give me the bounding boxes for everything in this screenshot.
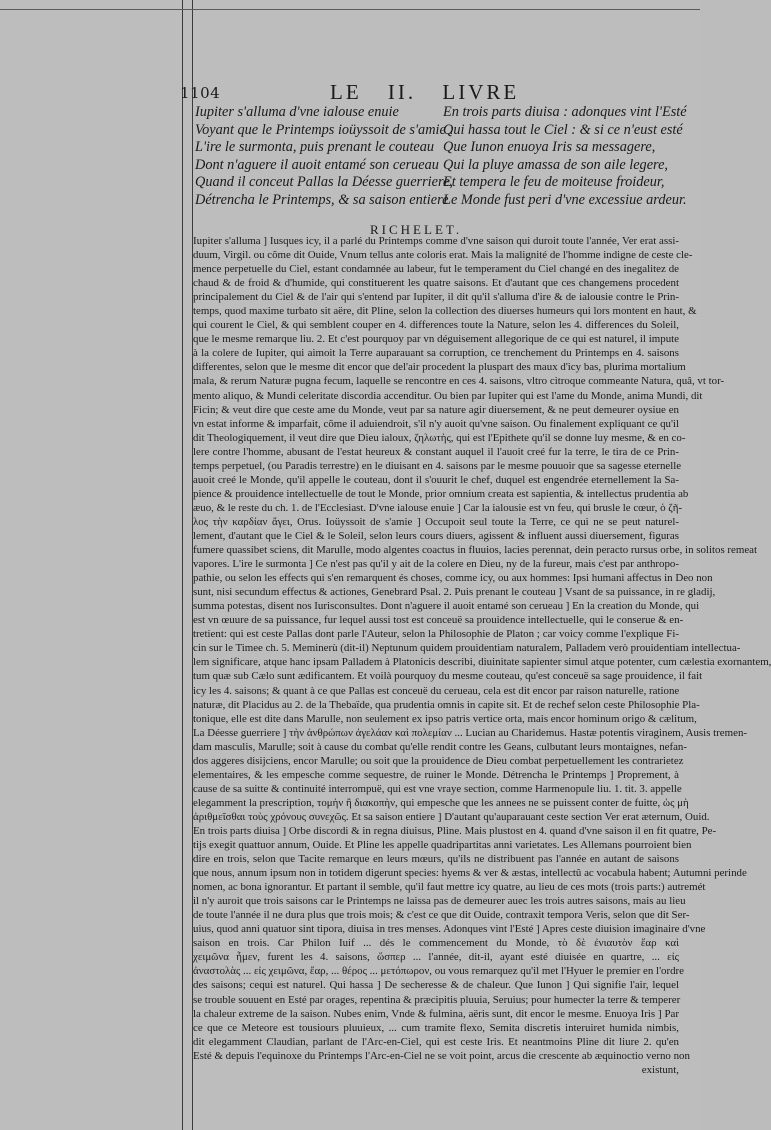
commentary-line: dire en trois, selon que Tacite remarque en leurs mœurs, qu'ils ne distribuent pas l'année en autant de saisons [193,853,679,866]
commentary-line: lem significare, atque hanc ipsam Palladem à Platonicis describi, diuinitate sapienter simul atque potenter, cum cælestia exornantem, [193,656,771,669]
commentary-line: des saisons; cequi est naturel. Qui hassa ] De secheresse & de chaleur. Que Iunon ] Qui signifie l'air, lequel [193,979,679,992]
commentary-line: elegamment la prescription, τομὴν ἢ διακοπὴν, qui empesche que les annees ne se puissent conter de fuitte, ὡς μὴ [193,796,689,809]
commentary-line: lement, d'autant que le Ciel & le Soleil, selon leurs cours diuers, agissent & influent aussi diuersement, figuras [193,529,679,542]
commentary-line: pience & prouidence intellectuelle de tout le Monde, prior omnium creata est sapientia, & intellectus prudentia ab [193,487,689,500]
commentary-line: tum quæ sub Cælo sunt ædificantem. Et voilà pourquoy du mesme couteau, qu'est conceuë sa sage prouidence, il fait [193,670,703,683]
commentary-line: de toute l'année il ne dura plus que trois mois; & c'est ce que dit Ouide, contraxit tempora Veris, selon que dit Ser- [193,909,690,922]
top-rule [0,9,700,10]
commentary-line: que nous, annum ipsum non in totidem digerunt species: hyems & ver & æstas, intellectû ac vocabula habent; Autumni perinde [193,867,747,880]
commentary-body [193,234,771,1077]
commentary-line: tretient: qui est ceste Pallas dont parle l'Auteur, selon la Philosophie de Platon ; car voicy comme l'explique Fi- [193,628,679,641]
commentary-line: mala, & rerum Naturæ pugna fecum, laquelle se rencontre en ces 4. saisons, vltro citroque commeante Natura, quâ, vt tor- [193,375,725,388]
commentary-line: Esté & depuis l'equinoxe du Printemps l'Arc-en-Ciel ne se voit point, arcus die crescente ab æquinoctio verno non [193,1049,690,1062]
verse-line: Dont n'aguere il auoit entamé son cerueau [195,156,439,173]
commentary-line: que le mesme remarque liu. 2. Et c'est pourquoy par vn déguisement allegorique de ce qui est naturel, il impute [193,333,679,346]
commentary-line: cin sur le Timee ch. 5. Meminerù (dit-il) Neptunum quidem prouidentiam naturalem, Palladem verò prouidentiam intellectua- [193,642,741,655]
commentary-line: existunt, [641,1063,679,1076]
verse-line: Qui hassa tout le Ciel : & si ce n'eust esté [443,121,683,138]
commentary-line: ἀναστολὰς ... εἰς χειμῶνα, ἔαρ, ... θέρος ... μετόπωρον, ou vous remarquez qu'il met l'Hyuer le premier en l'ordre [193,965,685,978]
verse-line: Voyant que le Printemps ioüyssoit de s'amie : [195,121,455,138]
commentary-line: Ficin; & veut dire que ceste ame du Monde, veut par sa nature agir diuersement, & ne peut demeurer oysiue en [193,403,679,416]
verse-column-right [443,104,687,209]
commentary-line: cause de sa suitte & continuité interrompuë, qui est vne vraye section, comme Harmenopule liu. 1. tit. 3. appelle [193,782,682,795]
commentary-line: se trouble souuent en Esté par orages, repentina & præcipitis pluuia, Seruius; pour humecter la terre & temperer [193,993,681,1006]
commentary-line: dam masculis, Marulle; soit à cause du combat qu'elle rendit contre les Geans, culbutant leurs montaignes, nefan- [193,740,688,753]
commentary-line: duum, Virgil. ou cõme dit Ouide, Vnum tellus ante coloris erat. Mais la malignité de l'homme indigne de ceste cle- [193,249,693,262]
commentary-line: lere contre l'homme, abusant de l'estat heureux & constant auquel il l'auoit creé fur la terre, le tira de ce Prin- [193,445,679,458]
commentary-line: chaud & de froid & d'humide, qui constituerent les quatre saisons. Et d'autant que ces changemens procedent [193,277,679,290]
commentary-line: tijs exegit quattuor annum, Ouide. Et Pline les appelle quadripartitas anni varietates. Les Allemans pourroient bien [193,839,692,852]
commentary-line: il n'y auroit que trois saisons car le Printemps ne laissa pas de demeurer auec les trois autres saisons, mais au lieu [193,895,686,908]
commentary-heading: RICHELET. [370,222,463,237]
commentary-line: tonique, elle est dite dans Marulle, non seulement ex ipso patris vertice orta, mais encor hominum origo & cælitum, [193,712,697,725]
commentary-line: vapores. L'ire le surmonta ] Ce n'est pas qu'il y ait de la colere en Dieu, ny de la fureur, mais c'est par anthropo- [193,558,679,571]
commentary-line: summa potestas, disent nos Iurisconsultes. Dont n'aguere il auoit entamé son cerueau ] En la creation du Monde, qui [193,600,700,613]
commentary-line: ἀριθμεῖσθαι τοὺς χρόνους συνεχῶς. Et sa saison entiere ] D'autant qu'auparauant ceste section Ver erat æternum, Ouid. [193,810,710,823]
commentary-line: naturæ, dit Placidus au 2. de la Thebaïde, qua prudentia omnis in capite sit. Et de rechef selon ceste Philosophie Pla- [193,698,700,711]
verse-line: Qui la pluye amassa de son aile legere, [443,156,669,173]
commentary-line: ce que ce Meteore est tousiours pluuieux, ... cum tramite flexo, Semita discretis interuiret humida nimbis, [193,1021,679,1034]
commentary-line: pathie, ou selon les effects qui s'en remarquent és choses, comme icy, ou aux hommes: Ipsi humani affectus in Deo non [193,572,713,585]
verse-line: Que Iunon enuoya Iris sa messagere, [443,139,656,155]
commentary-line: En trois parts diuisa ] Orbe discordi & in regna diuisus, Pline. Mais plustost en 4. quand d'vne saison il en fit quatre, Pe- [193,824,717,837]
commentary-line: est vn œuure de sa puissance, fur lequel aussi tost est conceuë sa prouidence intellectuelle, qui le conserue & en- [193,614,684,627]
commentary-line: Iupiter s'alluma ] Iusques icy, il a parlé du Printemps comme d'vne saison qui duroit toute l'année, Ver erat assi- [193,235,679,247]
commentary-line: la chaleur extreme de la saison. Nubes enim, Vnde & fulmina, aëris sunt, dit encor le mesme. Enuoya Iris ] Par [193,1007,679,1020]
verse-line: Détrencha le Printemps, & sa saison entiere [195,191,449,208]
commentary-line: mence perpetuelle du Ciel, estant condamnée au labeur, fut le temperament du Ciel changé en des inegalitez de [193,263,679,276]
commentary-line: icy les 4. saisons; & quant à ce que Pallas est conceuë du cerueau, cela est dit encor par raison naturelle, ratione [193,684,680,697]
verse-line: Et tempera le feu de moiteuse froideur, [443,174,665,190]
commentary-line: elementaires, & les empesche comme sequestre, de ruiner le Monde. Détrencha le Printemps ] Proprement, à [193,768,679,781]
commentary-line: dit Theologiquement, il veut dire que Dieu ialoux, ζηλωτὴς, qui est l'Epithete qu'il se donne luy mesme, & en co- [193,431,686,444]
commentary-line: temps, quod maxime turbato sit aëre, dit Pline, selon la collection des diuerses humeurs qui lors montent en haut, & [193,305,697,318]
commentary-line: à la colere de Iupiter, qui aimoit la Terre auparauant sa corruption, ce trenchement du Printemps en 4. saisons [193,347,679,360]
commentary-line: differentes, selon que le mesme dit encor que del'air procedent la pluspart des maux d'icy bas, plurima mortalium [193,361,686,374]
commentary-line: χειμῶνα ἦμεν, furent les 4. saisons, ὥσπερ ... l'année, dit-il, ayant esté diuisée en quartre, ... εἰς [193,951,679,964]
verse-line: Iupiter s'alluma d'vne ialouse enuie [195,104,399,120]
commentary-line: nomen, ac bona ignorantur. Et partant il semble, qu'il faut mettre icy quatre, au lieu de ces mots (trois parts:) autremét [193,881,706,894]
commentary-line: qui courent le Ciel, & qui semblent couper en 4. differences toute la Nature, selon les 4. differences du Soleil, [193,319,679,332]
commentary-line: dit elegamment Claudian, parlant de l'Arc-en-Ciel, qui est ceste Iris. Et neantmoins Pline dit liure 2. qu'en [193,1035,679,1048]
commentary-line: fumere quassibet sciens, dit Marulle, modo algentes coactus in fluuios, lacies perennat, dein peracto rursus orbe, in solitos remeat [193,544,758,557]
commentary-line: æuo, & le reste du ch. 1. de l'Ecclesiast. D'vne ialouse enuie ] Car la ialousie est vn feu, qui brusle le cœur, ὁ ζῆ- [193,501,683,514]
left-margin-rule [182,0,183,1130]
commentary-line: uius, quod anni quatuor sint tipora, diuisa in tres menses. Adonques vint l'Esté ] Apres ceste diuision imaginaire d'vne [193,923,706,936]
running-title: LE II. LIVRE [330,80,520,104]
verse-column-left [195,104,454,209]
commentary-line: La Déesse guerriere ] τὴν ἀνθρώπων ἀγελάαν καὶ πολεμίαν ... Lucian au Charidemus. Hastæ potentis viraginem, Ausis tremen- [193,726,748,739]
commentary-line: sunt, nisi secundum effectus & actiones, Genebrard Psal. 2. Puis prenant le couteau ] Vsant de sa puissance, in re gladij, [193,586,716,599]
commentary-line: saison en trois. Car Philon Iuif ... dés le commencement du Monde, τὸ δὲ ἐνιαυτὸν ἔαρ καὶ [193,937,679,950]
commentary-line: auoit creé le Monde, qu'il appelle le couteau, dont il s'ouurit le chef, duquel est engendrée eternellement la Sa- [193,473,679,486]
verse-line: L'ire le surmonta, puis prenant le couteau [195,139,435,155]
commentary-line: principalement du Ciel & de l'air qui s'entend par Iupiter, il dit qu'il s'alluma d'ire & de ialousie contre le Prin- [193,291,679,304]
commentary-line: dos aggeres disijciens, encor Marulle; ou soit que la prouidence de Dieu combat perpetuellement les contrarietez [193,754,684,767]
commentary-line: temps perpetuel, (ou Paradis terrestre) en le diuisant en 4. saisons par le mesme pouuoir que sa sagesse eternelle [193,459,682,472]
page-number: 1104 [180,84,221,102]
commentary-line: λος τὴν καρδίαν ἄγει, Orus. Ioüyssoit de s'amie ] Occupoit seul toute la Terre, ce qui ne se peut naturel- [193,515,679,528]
commentary-line: mento aliquo, & Mundi celeritate discordia accenditur. Ou bien par Iupiter qui est l'ame du Monde, anima Mundi, dit [193,389,703,402]
verse-line: Le Monde fust peri d'vne excessiue ardeur. [443,191,687,208]
commentary-line: vn estat informe & imparfait, cõme il aduiendroit, s'il n'y auoit qu'vne saison. Ou finalement expliquant ce qu'il [193,417,679,430]
verse-line: Quand il conceut Pallas la Déesse guerriere, [195,174,453,190]
verse-line: En trois parts diuisa : adonques vint l'Esté [443,104,687,120]
